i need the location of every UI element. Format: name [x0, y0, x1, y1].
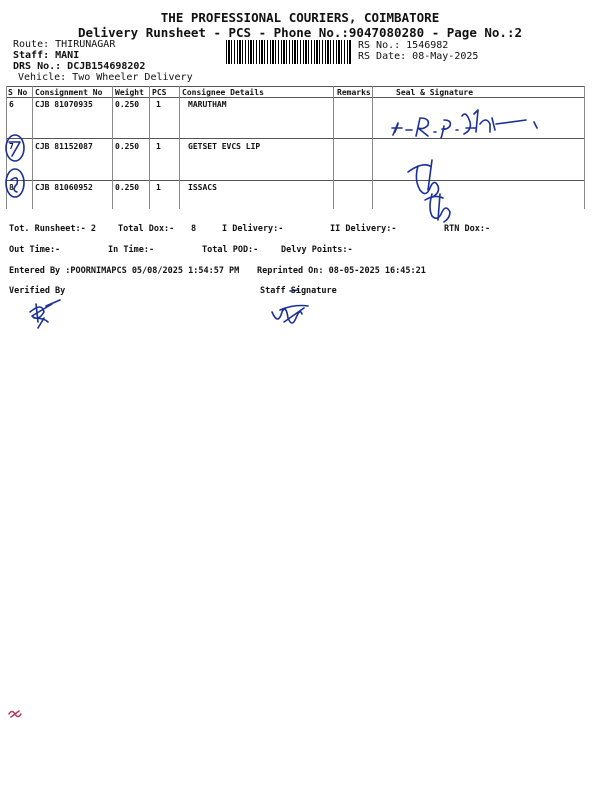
rs-number: RS No.: 1546982: [358, 40, 449, 51]
row-consignee: ISSACS: [188, 183, 217, 192]
ii-delivery: II Delivery:-: [330, 224, 397, 234]
total-pod: Total POD:-: [202, 245, 259, 255]
company-title: THE PROFESSIONAL COURIERS, COIMBATORE: [160, 10, 440, 25]
out-time: Out Time:-: [9, 245, 61, 255]
scribble-mark: [8, 708, 22, 720]
row-pcs: 1: [156, 142, 161, 151]
row-pcs: 1: [156, 183, 161, 192]
verified-by-label: Verified By: [9, 286, 66, 296]
route-label: Route: THIRUNAGAR: [13, 39, 116, 50]
header-seal-signature: Seal & Signature: [396, 88, 474, 97]
row-weight: 0.250: [115, 142, 140, 151]
rtn-dox: RTN Dox:-: [444, 224, 491, 234]
row-consignee: MARUTHAM: [188, 100, 227, 109]
total-dox-value: 8: [191, 224, 197, 234]
runsheet-subtitle: Delivery Runsheet - PCS - Phone No.:9047080280 - Page No.:2: [77, 25, 522, 40]
entered-by: Entered By :POORNIMAPCS 05/08/2025 1:54:57 PM: [9, 266, 240, 276]
row-pcs: 1: [156, 100, 161, 109]
row-consignee: GETSET EVCS LIP: [188, 142, 261, 151]
rs-date: RS Date: 08-May-2025: [358, 51, 479, 62]
row-sno: 8: [9, 183, 14, 192]
vehicle-label: Vehicle: Two Wheeler Delivery: [18, 72, 193, 83]
drs-number: DRS No.: DCJB154698202: [13, 61, 146, 72]
row-sno: 7: [9, 142, 14, 151]
staff-label: Staff: MANI: [13, 50, 80, 61]
header-pcs: PCS: [152, 88, 167, 97]
header-consignment: Consignment No: [35, 88, 103, 97]
staff-signature-label: Staff Signature: [260, 286, 337, 296]
reprinted-on: Reprinted On: 08-05-2025 16:45:21: [257, 266, 426, 276]
row-consignment: CJB 81152087: [35, 142, 93, 151]
header-weight: Weight: [115, 88, 144, 97]
row-consignment: CJB 81070935: [35, 100, 93, 109]
header-remarks: Remarks: [337, 88, 371, 97]
row-sno: 6: [9, 100, 14, 109]
header-consignee: Consignee Details: [182, 88, 264, 97]
header-sno: S No: [8, 88, 28, 97]
i-delivery: I Delivery:-: [222, 224, 284, 234]
row-weight: 0.250: [115, 183, 140, 192]
row-weight: 0.250: [115, 100, 140, 109]
row-consignment: CJB 81060952: [35, 183, 93, 192]
delvy-points: Delvy Points:-: [281, 245, 353, 255]
tot-runsheet: Tot. Runsheet:- 2: [9, 224, 96, 234]
in-time: In Time:-: [108, 245, 155, 255]
total-dox-label: Total Dox:-: [118, 224, 175, 234]
